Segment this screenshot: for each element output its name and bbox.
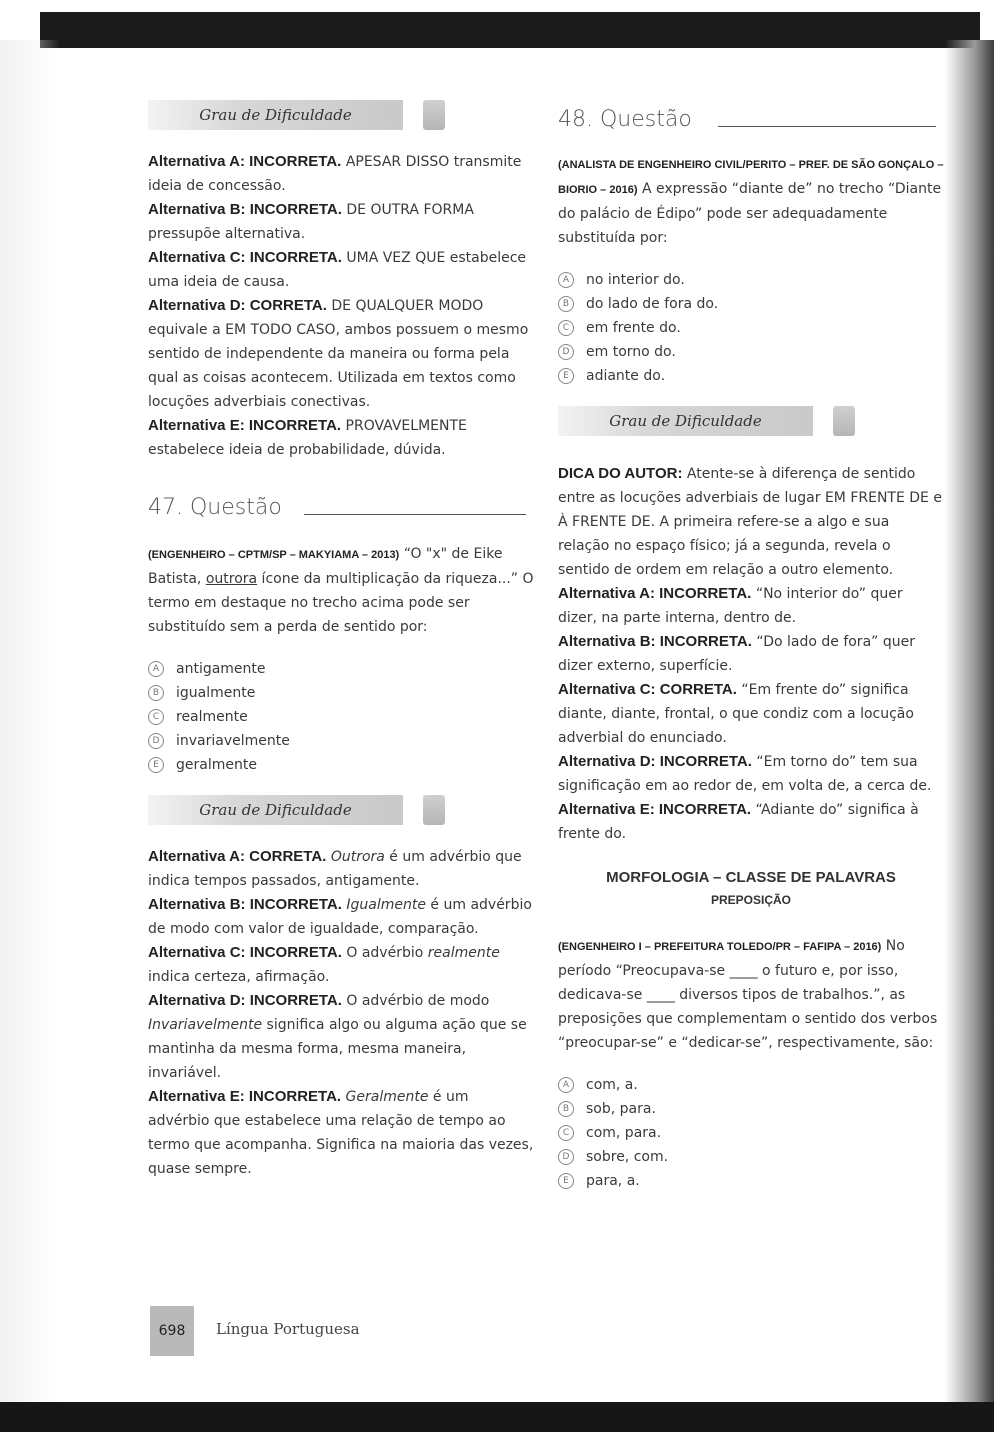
answer-explanation — [558, 582, 944, 630]
option-b[interactable] — [558, 1097, 944, 1121]
option-letter-icon: C — [558, 320, 574, 336]
answer-label: Alternativa D: INCORRETA. — [558, 753, 752, 770]
option-c[interactable] — [558, 1121, 944, 1145]
q49-stem — [558, 934, 944, 1055]
option-letter-icon: B — [558, 296, 574, 312]
option-d[interactable] — [558, 1145, 944, 1169]
highlighted-term: outrora — [205, 571, 258, 587]
answer-text: UMA VEZ QUE estabelece uma ideia de causa. — [148, 250, 527, 290]
option-letter-icon: B — [148, 685, 164, 701]
difficulty-banner — [148, 100, 534, 130]
author-tip — [558, 462, 944, 582]
option-text: antigamente — [176, 661, 266, 677]
scan-top-border — [40, 12, 980, 48]
option-text: sob, para. — [586, 1101, 656, 1117]
question-title: 47. Questão — [148, 495, 282, 520]
answer-explanation — [148, 198, 534, 246]
option-b[interactable] — [558, 292, 944, 316]
option-c[interactable] — [558, 316, 944, 340]
difficulty-label: Grau de Dificuldade — [148, 795, 403, 825]
answer-label: Alternativa C: INCORRETA. — [148, 249, 342, 266]
option-d[interactable] — [148, 729, 534, 753]
q48-answers — [558, 582, 944, 846]
difficulty-label: Grau de Dificuldade — [148, 100, 403, 130]
q47-answers — [148, 845, 534, 1181]
answer-label: Alternativa B: INCORRETA. — [148, 896, 342, 913]
option-a[interactable] — [558, 268, 944, 292]
option-e[interactable] — [148, 753, 534, 777]
difficulty-banner — [148, 795, 534, 825]
answer-explanation — [558, 750, 944, 798]
option-text: em frente do. — [586, 320, 681, 336]
answer-text: “Adiante do” significa à frente do. — [558, 802, 919, 842]
answer-label: Alternativa C: CORRETA. — [558, 681, 737, 698]
option-c[interactable] — [148, 705, 534, 729]
option-letter-icon: A — [558, 1077, 574, 1093]
answer-explanation — [558, 678, 944, 750]
answer-text: é um advérbio que estabelece uma relação de tempo ao termo que acompanha. Significa na maioria das vezes, quase sempre. — [148, 1089, 534, 1177]
option-b[interactable] — [148, 681, 534, 705]
q48-stem — [558, 152, 944, 250]
answer-label: Alternativa C: INCORRETA. — [148, 944, 342, 961]
stem-text: “O "x" de Eike Batista, — [148, 546, 503, 587]
scan-bottom-border — [0, 1402, 994, 1432]
difficulty-banner — [558, 406, 944, 436]
answer-text: APESAR DISSO transmite ideia de concessão. — [148, 154, 522, 194]
tip-text: Atente-se à diferença de sentido entre as locuções adverbiais de lugar EM FRENTE DE e À FRENTE DE. A primeira refere-se a algo e sua relação no espaço físico; já a segunda, revela o sentido de ordem em relação a outro elemento. — [558, 466, 942, 578]
q46-answers — [148, 150, 534, 462]
answer-text: é um advérbio que indica tempos passados, antigamente. — [148, 849, 522, 889]
answer-label: Alternativa A: INCORRETA. — [148, 153, 342, 170]
heading-rule — [304, 514, 526, 515]
answer-label: Alternativa A: INCORRETA. — [558, 585, 752, 602]
answer-explanation — [558, 798, 944, 846]
q48-options — [558, 268, 944, 388]
option-letter-icon: B — [558, 1101, 574, 1117]
answer-text: DE QUALQUER MODO equivale a EM TODO CASO, ambos possuem o mesmo sentido de independente da maneira ou forma pela qual as coisas acontecem. Utilizada em textos como locuções adverbiais conectivas. — [148, 298, 529, 410]
left-column — [148, 100, 534, 1181]
answer-explanation — [148, 246, 534, 294]
option-letter-icon: D — [148, 733, 164, 749]
answer-explanation — [148, 1085, 534, 1181]
answer-text: “Do lado de fora” quer dizer externo, superfície. — [558, 634, 915, 674]
emphasized-term: Invariavelmente — [148, 1017, 263, 1033]
option-a[interactable] — [558, 1073, 944, 1097]
scan-right-shade — [945, 40, 994, 1410]
section-title: MORFOLOGIA – CLASSE DE PALAVRAS — [606, 869, 896, 886]
scan-left-shade — [0, 40, 60, 1410]
option-text: invariavelmente — [176, 733, 290, 749]
option-text: para, a. — [586, 1173, 640, 1189]
answer-label: Alternativa E: INCORRETA. — [148, 417, 342, 434]
q47-stem — [148, 542, 534, 639]
difficulty-badge — [423, 795, 445, 825]
answer-prefix: O advérbio — [346, 945, 428, 961]
option-text: igualmente — [176, 685, 256, 701]
option-letter-icon: C — [148, 709, 164, 725]
answer-prefix: O advérbio de modo — [346, 993, 490, 1009]
emphasized-term: Geralmente — [345, 1089, 429, 1105]
right-column — [558, 100, 944, 1211]
option-text: realmente — [176, 709, 248, 725]
difficulty-badge — [423, 100, 445, 130]
question-source: (ANALISTA DE ENGENHEIRO CIVIL/PERITO – PREF. DE SÃO GONÇALO – BIORIO – 2016) — [558, 159, 944, 196]
option-letter-icon: D — [558, 344, 574, 360]
answer-text: “No interior do” quer dizer, na parte interna, dentro de. — [558, 586, 903, 626]
option-e[interactable] — [558, 364, 944, 388]
difficulty-label: Grau de Dificuldade — [558, 406, 813, 436]
answer-label: Alternativa E: INCORRETA. — [148, 1088, 342, 1105]
option-a[interactable] — [148, 657, 534, 681]
stem-text: A expressão “diante de” no trecho “Diante do palácio de Édipo” pode ser adequadamente substituída por: — [558, 181, 942, 246]
answer-label: Alternativa D: CORRETA. — [148, 297, 327, 314]
option-text: adiante do. — [586, 368, 666, 384]
option-letter-icon: A — [558, 272, 574, 288]
option-letter-icon: C — [558, 1125, 574, 1141]
q47-heading — [148, 488, 534, 532]
answer-text: é um advérbio de modo com valor de igualdade, comparação. — [148, 897, 532, 937]
answer-explanation — [148, 893, 534, 941]
option-text: no interior do. — [586, 272, 685, 288]
answer-explanation — [148, 989, 534, 1085]
option-text: com, a. — [586, 1077, 638, 1093]
answer-text: significa algo ou alguma ação que se mantinha da mesma forma, mesma maneira, invariável. — [148, 1017, 527, 1081]
option-letter-icon: E — [558, 368, 574, 384]
answer-explanation — [148, 845, 534, 893]
answer-label: Alternativa B: INCORRETA. — [148, 201, 342, 218]
tip-label: DICA DO AUTOR: — [558, 465, 683, 482]
page-subject: Língua Portuguesa — [216, 1320, 360, 1338]
answer-text: indica certeza, afirmação. — [148, 969, 330, 985]
option-text: sobre, com. — [586, 1149, 669, 1165]
answer-explanation — [148, 294, 534, 414]
option-e[interactable] — [558, 1169, 944, 1193]
answer-explanation — [148, 150, 534, 198]
answer-text: “Em torno do” tem sua significação em ao redor de, em volta de, a cerca de. — [558, 754, 932, 794]
emphasized-term: realmente — [427, 945, 500, 961]
answer-explanation — [148, 414, 534, 462]
option-text: com, para. — [586, 1125, 662, 1141]
emphasized-term: Outrora — [330, 849, 385, 865]
page-number: 698 — [150, 1306, 194, 1356]
option-letter-icon: E — [558, 1173, 574, 1189]
answer-label: Alternativa B: INCORRETA. — [558, 633, 752, 650]
stem-text: ícone da multiplicação da riqueza...” O termo em destaque no trecho acima pode ser substituído sem a perda de sentido por: — [148, 571, 534, 635]
answer-text: “Em frente do” significa diante, diante, frontal, o que condiz com a locução adverbial do enunciado. — [558, 682, 914, 746]
answer-label: Alternativa A: CORRETA. — [148, 848, 327, 865]
q49-options — [558, 1073, 944, 1193]
answer-explanation — [148, 941, 534, 989]
option-text: geralmente — [176, 757, 257, 773]
heading-rule — [718, 126, 936, 127]
option-text: em torno do. — [586, 344, 676, 360]
difficulty-badge — [833, 406, 855, 436]
answer-label: Alternativa D: INCORRETA. — [148, 992, 342, 1009]
answer-explanation — [558, 630, 944, 678]
section-heading — [558, 866, 944, 910]
emphasized-term: Igualmente — [346, 897, 426, 913]
q48-heading — [558, 100, 944, 144]
question-source: (ENGENHEIRO – CPTM/SP – MAKYIAMA – 2013) — [148, 549, 400, 561]
question-title: 48. Questão — [558, 107, 692, 132]
option-d[interactable] — [558, 340, 944, 364]
section-subtitle: PREPOSIÇÃO — [710, 893, 791, 907]
answer-text: PROVAVELMENTE estabelece ideia de probabilidade, dúvida. — [148, 418, 467, 458]
option-letter-icon: E — [148, 757, 164, 773]
question-source: (ENGENHEIRO I – PREFEITURA TOLEDO/PR – FAFIPA – 2016) — [558, 941, 882, 953]
answer-text: DE OUTRA FORMA pressupõe alternativa. — [148, 202, 474, 242]
stem-text: No período “Preocupava-se ____ o futuro e, por isso, dedicava-se ____ diversos tipos de trabalhos.”, as preposições que complementam o sentido dos verbos “preocupar-se” e “dedicar-se”, respectivamente, são: — [558, 938, 938, 1051]
q47-options — [148, 657, 534, 777]
answer-label: Alternativa E: INCORRETA. — [558, 801, 752, 818]
option-letter-icon: A — [148, 661, 164, 677]
option-text: do lado de fora do. — [586, 296, 719, 312]
option-letter-icon: D — [558, 1149, 574, 1165]
